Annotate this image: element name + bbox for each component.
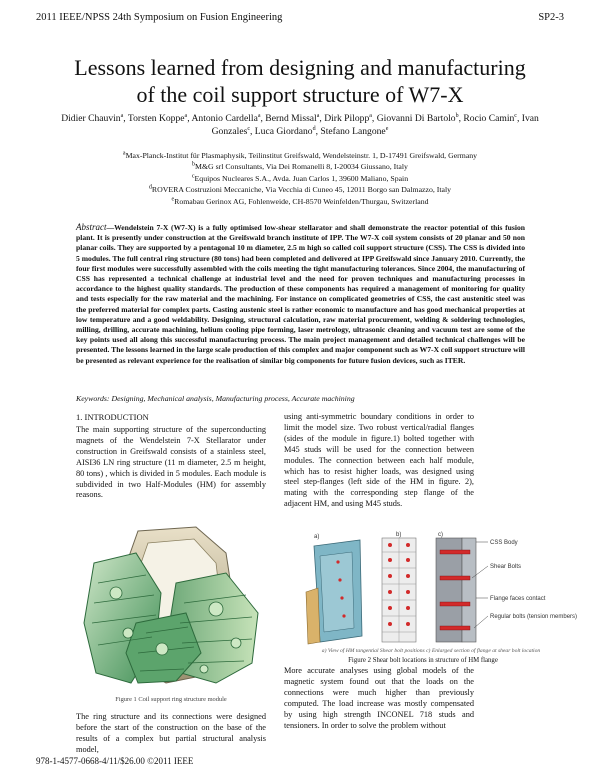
affiliation-list [60, 150, 540, 207]
intro-paragraph-1: The main supporting structure of the superconducting magnets of the Wendelstein 7-X Stellarator under construction in Greifswald consists of a stainless steel, AISI36 LN ring structure (11 m diameter, 2.5 m height, 80 tons) , which is divided in 5 modules. Each module is subdivided in two Half-Modules (HM) for assembly reasons. [76, 425, 266, 500]
abstract [76, 222, 525, 366]
author-name: Torsten Koppe [127, 113, 185, 124]
copyright-footer: 978-1-4577-0668-4/11/$26.00 ©2011 IEEE [36, 756, 194, 766]
abstract-dash: — [106, 223, 115, 232]
author-affiliation-mark: a [369, 112, 372, 119]
author-name: Didier Chauvin [61, 113, 121, 124]
paper-title [40, 54, 560, 108]
col2-paragraph-1: using anti-symmetric boundary conditions in order to limit the model size. Two robust vertical/radial flanges (sides of the module in figure.1) bolted together with M45 studs will be used for the connection between modules. The connection between each half module, which has to resist higher loads, was designed using steel step-flanges (left side of the HM in figure. 2), mating with the corresponding step flange of the adjacent HM, and using M45 studs. [284, 412, 474, 509]
figure-2-image [300, 532, 578, 648]
author-affiliation-mark: d [312, 125, 316, 132]
affiliation-line: $^d$ROVERA Costruzioni Meccaniche, Via Vecchia di Cuneo 45, 12011 Borgo san Dalmazzo, Italy [148, 184, 452, 195]
abstract-text: Wendelstein 7-X (W7-X) is a fully optimised low-shear stellarator and shall demonstrate the reactor potential of this fusion plant. It is presently under construction at the Greifswald branch institute of IPP. The W7-X coil system consists of 20 planar and 50 non planar coils. They are supported by a pentagonal 10 m diameter, 2.5 m high so called coil support structure (CSS). The CSS is divided into 5 modules. The full central ring structure (80 tons) had been completed and delivered at IPP Greifswald since January 2010. Currently, the four first modules were successfully assembled with the coils meeting the tight manufacturing tolerances. Since 2004, the manufacturing of CSS has represented a technical challenge at industrial level and the need for proven techniques and manufacturing processes in accordance to the highest quality standards. The production of these components has required a management of monitoring for quality and tests especially for the raw material and the machining. For instance on complicated geometries of CSS, the cast austenitic steel was the preferred material for complex parts. Casting austenic steel is rather economic to manufacture and has good mechanical properties at low temperature and a good weldability. Designing, structural calculation, raw material procurement, welding & soldering technologies, milling, drilling, accurate machining, helium cooling pipe forming, laser metrology, ultrasonic cleaning and vacuum test are some of the key points used all along this successful manufacturing process. The main project management and detailed technical challenges will be presented. The lessons learned in the large scale production of this complex and major component such as W7-X coil support structure will be presented as relevant experience for the realisation of similar big components for future fusion devices, such as ITER. [76, 223, 526, 365]
figure-1-image [76, 523, 266, 691]
col2-paragraph-2: More accurate analyses using global models of the magnetic system found out that the loads on the connections were much higher than previously computed. The load increase was mostly compensated by using high strength INCONEL 718 studs and tensioners. In order to solve the problem without [284, 666, 474, 730]
annotation-shear-bolts: Shear Bolts [490, 564, 522, 570]
intro-paragraph-2: The ring structure and its connections were designed before the start of the construction on the base of the results of a complex but partial structural analysis model, [76, 712, 266, 754]
coil-support-module-render [76, 523, 266, 691]
title-line-1: Lessons learned from designing and manufacturing [74, 55, 526, 80]
abstract-label: Abstract [76, 222, 107, 232]
author-name: Giovanni Di Bartolo [376, 113, 456, 124]
author-name: Bernd Missal [265, 113, 317, 124]
shear-bolt-diagram [300, 532, 578, 648]
author-affiliation-mark: b [455, 112, 459, 119]
annotation-flange-contact: Flange faces contact [490, 596, 546, 602]
panel-c [436, 538, 488, 642]
author-affiliation-mark: a [120, 112, 124, 119]
title-line-2: of the coil support structure of W7-X [136, 82, 464, 107]
author-affiliation-mark: a [184, 112, 188, 119]
author-name: Rocio Camin [463, 113, 515, 124]
figure-2-caption: Figure 2 Shear bolt locations in structure of HM flange [348, 657, 498, 664]
affiliation-line: $^b$M&G srl Consultants, Via Dei Romanelli 8, I-20034 Giussano, Italy [192, 161, 408, 172]
author-affiliation-mark: a [257, 112, 261, 119]
figure-1-caption: Figure 1 Coil support ring structure module [115, 696, 227, 703]
affiliation-line: $^e$Romabau Gerinox AG, Fohlenweide, CH-8570 Weinfelden/Thurgau, Switzerland [171, 196, 429, 206]
author-affiliation-mark: c [514, 112, 517, 119]
annotation-css-body: CSS Body [490, 540, 518, 546]
author-affiliation-mark: a [316, 112, 320, 119]
author-affiliation-mark: e [385, 125, 389, 132]
author-name: Dirk Pilopp [324, 113, 370, 124]
panel-label-b: b) [396, 532, 402, 538]
keywords: Keywords: Designing, Mechanical analysis, Manufacturing process, Accurate machining [76, 394, 355, 403]
affiliation-line: $^c$Equipos Nucleares S.A., Avda. Juan Carlos 1, 39600 Maliano, Spain [191, 173, 409, 183]
section-heading-introduction: 1. INTRODUCTION [76, 412, 149, 422]
panel-label-a: a) [314, 534, 320, 540]
affiliation-line: $^a$Max-Planck-Institut für Plasmaphysik, Teilinstitut Greifswald, Wendelsteinstr. 1, D-17491 Greifswald, Germany [122, 150, 478, 160]
author-name: Luca Giordano [254, 126, 313, 137]
author-name: Antonio Cardella [191, 113, 258, 124]
figure-2-sublabel: a) View of HM tangential Shear bolt positions c) Enlarged section of flange at shear bolt location [321, 648, 541, 654]
author-list: Didier Chauvin$^a$, Torsten Koppe$^a$, Antonio Cardella$^a$, Bernd Missal$^a$, Dirk Pilopp$^a$, Giovanni Di Bartolo$^b$, Rocio Camin$^c$, Ivan Gonzales$^c$, Luca Giordano$^d$, Stefano Langone$^e$ [61, 112, 539, 137]
conference-name: 2011 IEEE/NPSS 24th Symposium on Fusion Engineering [36, 12, 283, 23]
running-head [36, 12, 564, 26]
panel-b [382, 538, 416, 642]
panel-a [306, 540, 362, 644]
panel-label-c: c) [438, 532, 443, 538]
author-name: Ivan Gonzales [211, 113, 539, 137]
author-affiliation-mark: c [247, 125, 250, 132]
paper-code: SP2-3 [538, 12, 564, 23]
annotation-regular-bolts: Regular bolts (tension members) [490, 614, 578, 620]
author-name: Stefano Langone [320, 126, 386, 137]
